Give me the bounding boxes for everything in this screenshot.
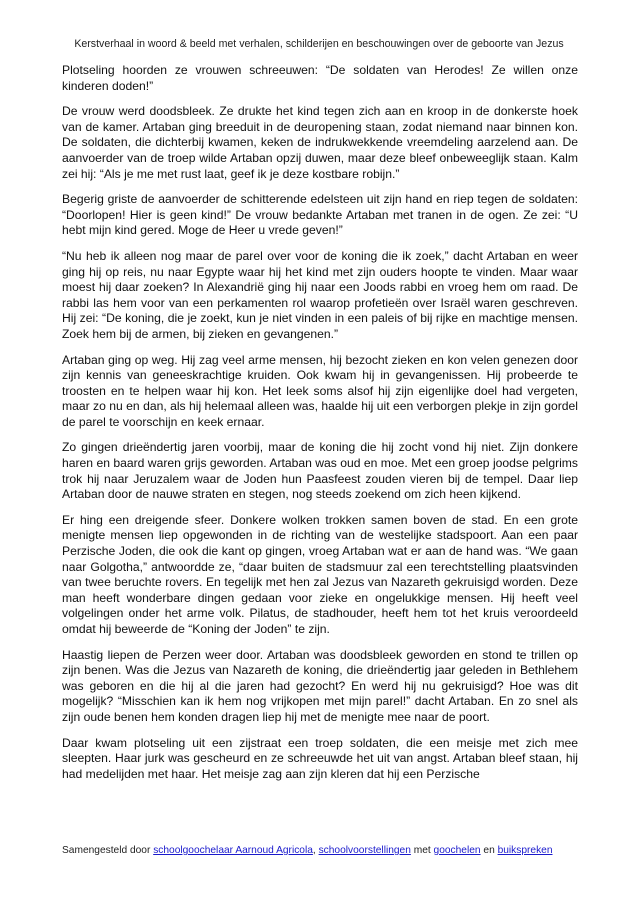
footer-link-agricola[interactable]: schoolgoochelaar Aarnoud Agricola bbox=[153, 845, 313, 856]
footer-prefix: Samengesteld door bbox=[62, 845, 154, 856]
header-text: Kerstverhaal in woord & beeld met verhalen, schilderijen en beschouwingen over de geboorte van Jezus bbox=[74, 38, 564, 50]
story-body bbox=[62, 63, 578, 792]
footer-link-goochelen[interactable]: goochelen bbox=[433, 845, 481, 856]
paragraph: Er hing een dreigende sfeer. Donkere wolken trokken samen boven de stad. En een grote menigte mensen liep opgewonden in de richting van de westelijke stadspoort. Aan een paar Perzische Joden, die ook die kant op gingen, vroeg Artaban wat er aan de hand was. “We gaan naar Golgotha,” antwoordde ze, “daar buiten de stadsmuur zal een terechtstelling plaatsvinden van twee beruchte rovers. En tegelijk met hen zal Jezus van Nazareth gekruisigd worden. Deze man heeft wonderbare dingen gedaan voor zieke en ongelukkige mensen. Hij heeft veel volgelingen onder het arme volk. Pilatus, de stadhouder, heeft hem tot het kruis veroordeeld omdat hij beweerde de “Koning der Joden” te zijn. bbox=[62, 512, 578, 636]
footer-connector: met bbox=[410, 845, 434, 856]
footer-link-buikspreken[interactable]: buikspreken bbox=[497, 845, 553, 856]
page-header bbox=[0, 38, 638, 50]
paragraph: Haastig liepen de Perzen weer door. Artaban was doodsbleek geworden en stond te trillen op zijn benen. Was die Jezus van Nazareth de koning, die drieëndertig jaar geleden in Bethlehem was geboren en die hij al die jaren had gezocht? En werd hij nu gekruisigd? Hoe was dit mogelijk? “Misschien kan ik hem nog vrijkopen met mijn parel!” dacht Artaban. En zo snel als zijn oude benen hem konden dragen liep hij met de menigte mee naar de poort. bbox=[62, 647, 578, 724]
footer-separator: , bbox=[312, 845, 319, 856]
footer-conjunction: en bbox=[480, 845, 498, 856]
footer-link-schoolvoorstellingen[interactable]: schoolvoorstellingen bbox=[318, 845, 411, 856]
paragraph: “Nu heb ik alleen nog maar de parel over voor de koning die ik zoek,” dacht Artaban en weer ging hij op reis, nu naar Egypte waar hij het kind met zijn ouders hoopte te vinden. Maar waar moest hij daar zoeken? In Alexandrië ging hij naar een Joods rabbi en vroeg hem om raad. De rabbi las hem voor van een perkamenten rol waarop profetieën over Israël waren geschreven. Hij zei: “De koning, die je zoekt, kun je niet vinden in een paleis of bij rijke en machtige mensen. Zoek hem bij de armen, bij zieken en gevangenen.” bbox=[62, 248, 578, 341]
paragraph: Daar kwam plotseling uit een zijstraat een troep soldaten, die een meisje met zich mee sleepten. Haar jurk was gescheurd en ze schreeuwde het uit van angst. Artaban bleef staan, hij had medelijden met haar. Het meisje zag aan zijn kleren dat hij een Perzische bbox=[62, 735, 578, 781]
paragraph: De vrouw werd doodsbleek. Ze drukte het kind tegen zich aan en kroop in de donkerste hoek van de kamer. Artaban ging breeduit in de deuropening staan, zodat niemand naar binnen kon. De soldaten, die dichterbij kwamen, keken de indrukwekkende vreemdeling aarzelend aan. De aanvoerder van de troep wilde Artaban opzij duwen, maar deze bleef onbeweeglijk staan. Kalm zei hij: “Als je me met rust laat, geef ik je deze kostbare robijn.” bbox=[62, 104, 578, 181]
paragraph: Plotseling hoorden ze vrouwen schreeuwen: “De soldaten van Herodes! Ze willen onze kinderen doden!” bbox=[62, 63, 578, 93]
page-footer bbox=[62, 845, 580, 856]
paragraph: Begerig griste de aanvoerder de schitterende edelsteen uit zijn hand en riep tegen de soldaten: “Doorlopen! Hier is geen kind!” De vrouw bedankte Artaban met tranen in de ogen. Ze zei: “U hebt mijn kind gered. Moge de Heer u vrede geven!” bbox=[62, 192, 578, 238]
paragraph: Zo gingen drieëndertig jaren voorbij, maar de koning die hij zocht vond hij niet. Zijn donkere haren en baard waren grijs geworden. Artaban was oud en moe. Met een groep joodse pelgrims trok hij naar Jeruzalem waar de Joden hun Paasfeest zouden vieren bij de tempel. Daar liep Artaban door de nauwe straten en stegen, nog steeds zoekend om zich heen kijkend. bbox=[62, 440, 578, 502]
paragraph: Artaban ging op weg. Hij zag veel arme mensen, hij bezocht zieken en kon velen genezen door zijn kennis van geneeskrachtige kruiden. Ook kwam hij in gevangenissen. Hij probeerde te troosten en te helpen waar hij kon. Het leek soms alsof hij zijn eigenlijke doel had vergeten, maar zo nu en dan, als hij helemaal alleen was, haalde hij uit een verborgen plekje in zijn gordel de parel te voorschijn en keek ernaar. bbox=[62, 352, 578, 429]
